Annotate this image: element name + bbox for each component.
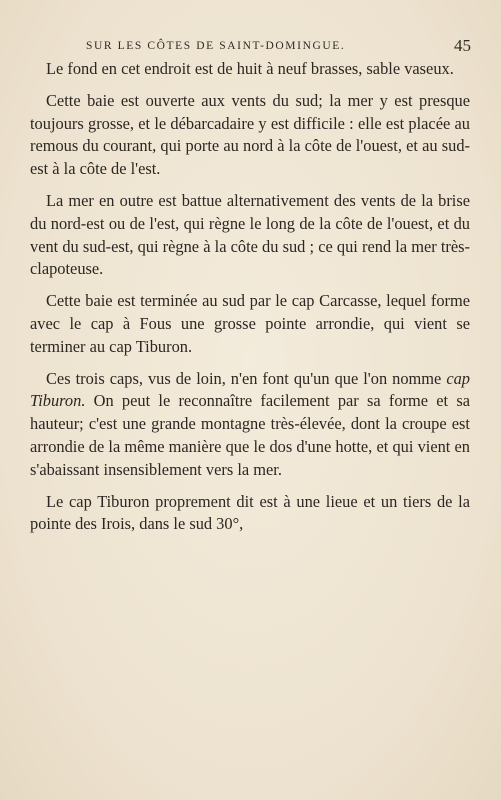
paragraph-2: Cette baie est ouverte aux vents du sud; la mer y est presque toujours grosse, et le débarcadaire y est difficile : elle est placée au remous du courant, qui porte au nord à la côte de l'ouest, et au sud-est à la côte de l'est. [30, 90, 470, 179]
cap-tiburon-italic: cap Tiburon. [30, 368, 470, 411]
paragraph-3: La mer en outre est battue alternativement des vents de la brise du nord-est ou de l'est, qui règne le long de la côte de l'ouest, et du vent du sud-est, qui règne à la côte du sud ; ce qui rend la mer très-clapoteuse. [30, 190, 470, 279]
page-number: 45 [454, 36, 471, 55]
page-header [30, 38, 471, 60]
paragraph-5-lead: Ces trois caps, vus de loin, n'en font qu'un que l'on nomme [46, 368, 447, 388]
paragraph-5 [30, 368, 470, 482]
body-text [30, 58, 470, 545]
paragraph-4: Cette baie est terminée au sud par le cap Carcasse, lequel forme avec le cap à Fous une grosse pointe arrondie, qui vient se terminer au cap Tiburon. [30, 291, 470, 356]
paragraph-1: Le fond en cet endroit est de huit à neuf brasses, sable vaseux. [46, 59, 454, 78]
paragraph-6: Le cap Tiburon proprement dit est à une lieue et un tiers de la pointe des Irois, dans le sud 30°, [30, 491, 470, 534]
running-head: SUR LES CÔTES DE SAINT-DOMINGUE. [86, 40, 346, 52]
paragraph-5-rest: On peut le reconnaître facilement par sa forme et sa hauteur; c'est une grande montagne très-élevée, dont la croupe est arrondie de la même manière que le dos d'une hotte, et qui vient en s'abaissant insensiblement vers la mer. [30, 391, 470, 479]
